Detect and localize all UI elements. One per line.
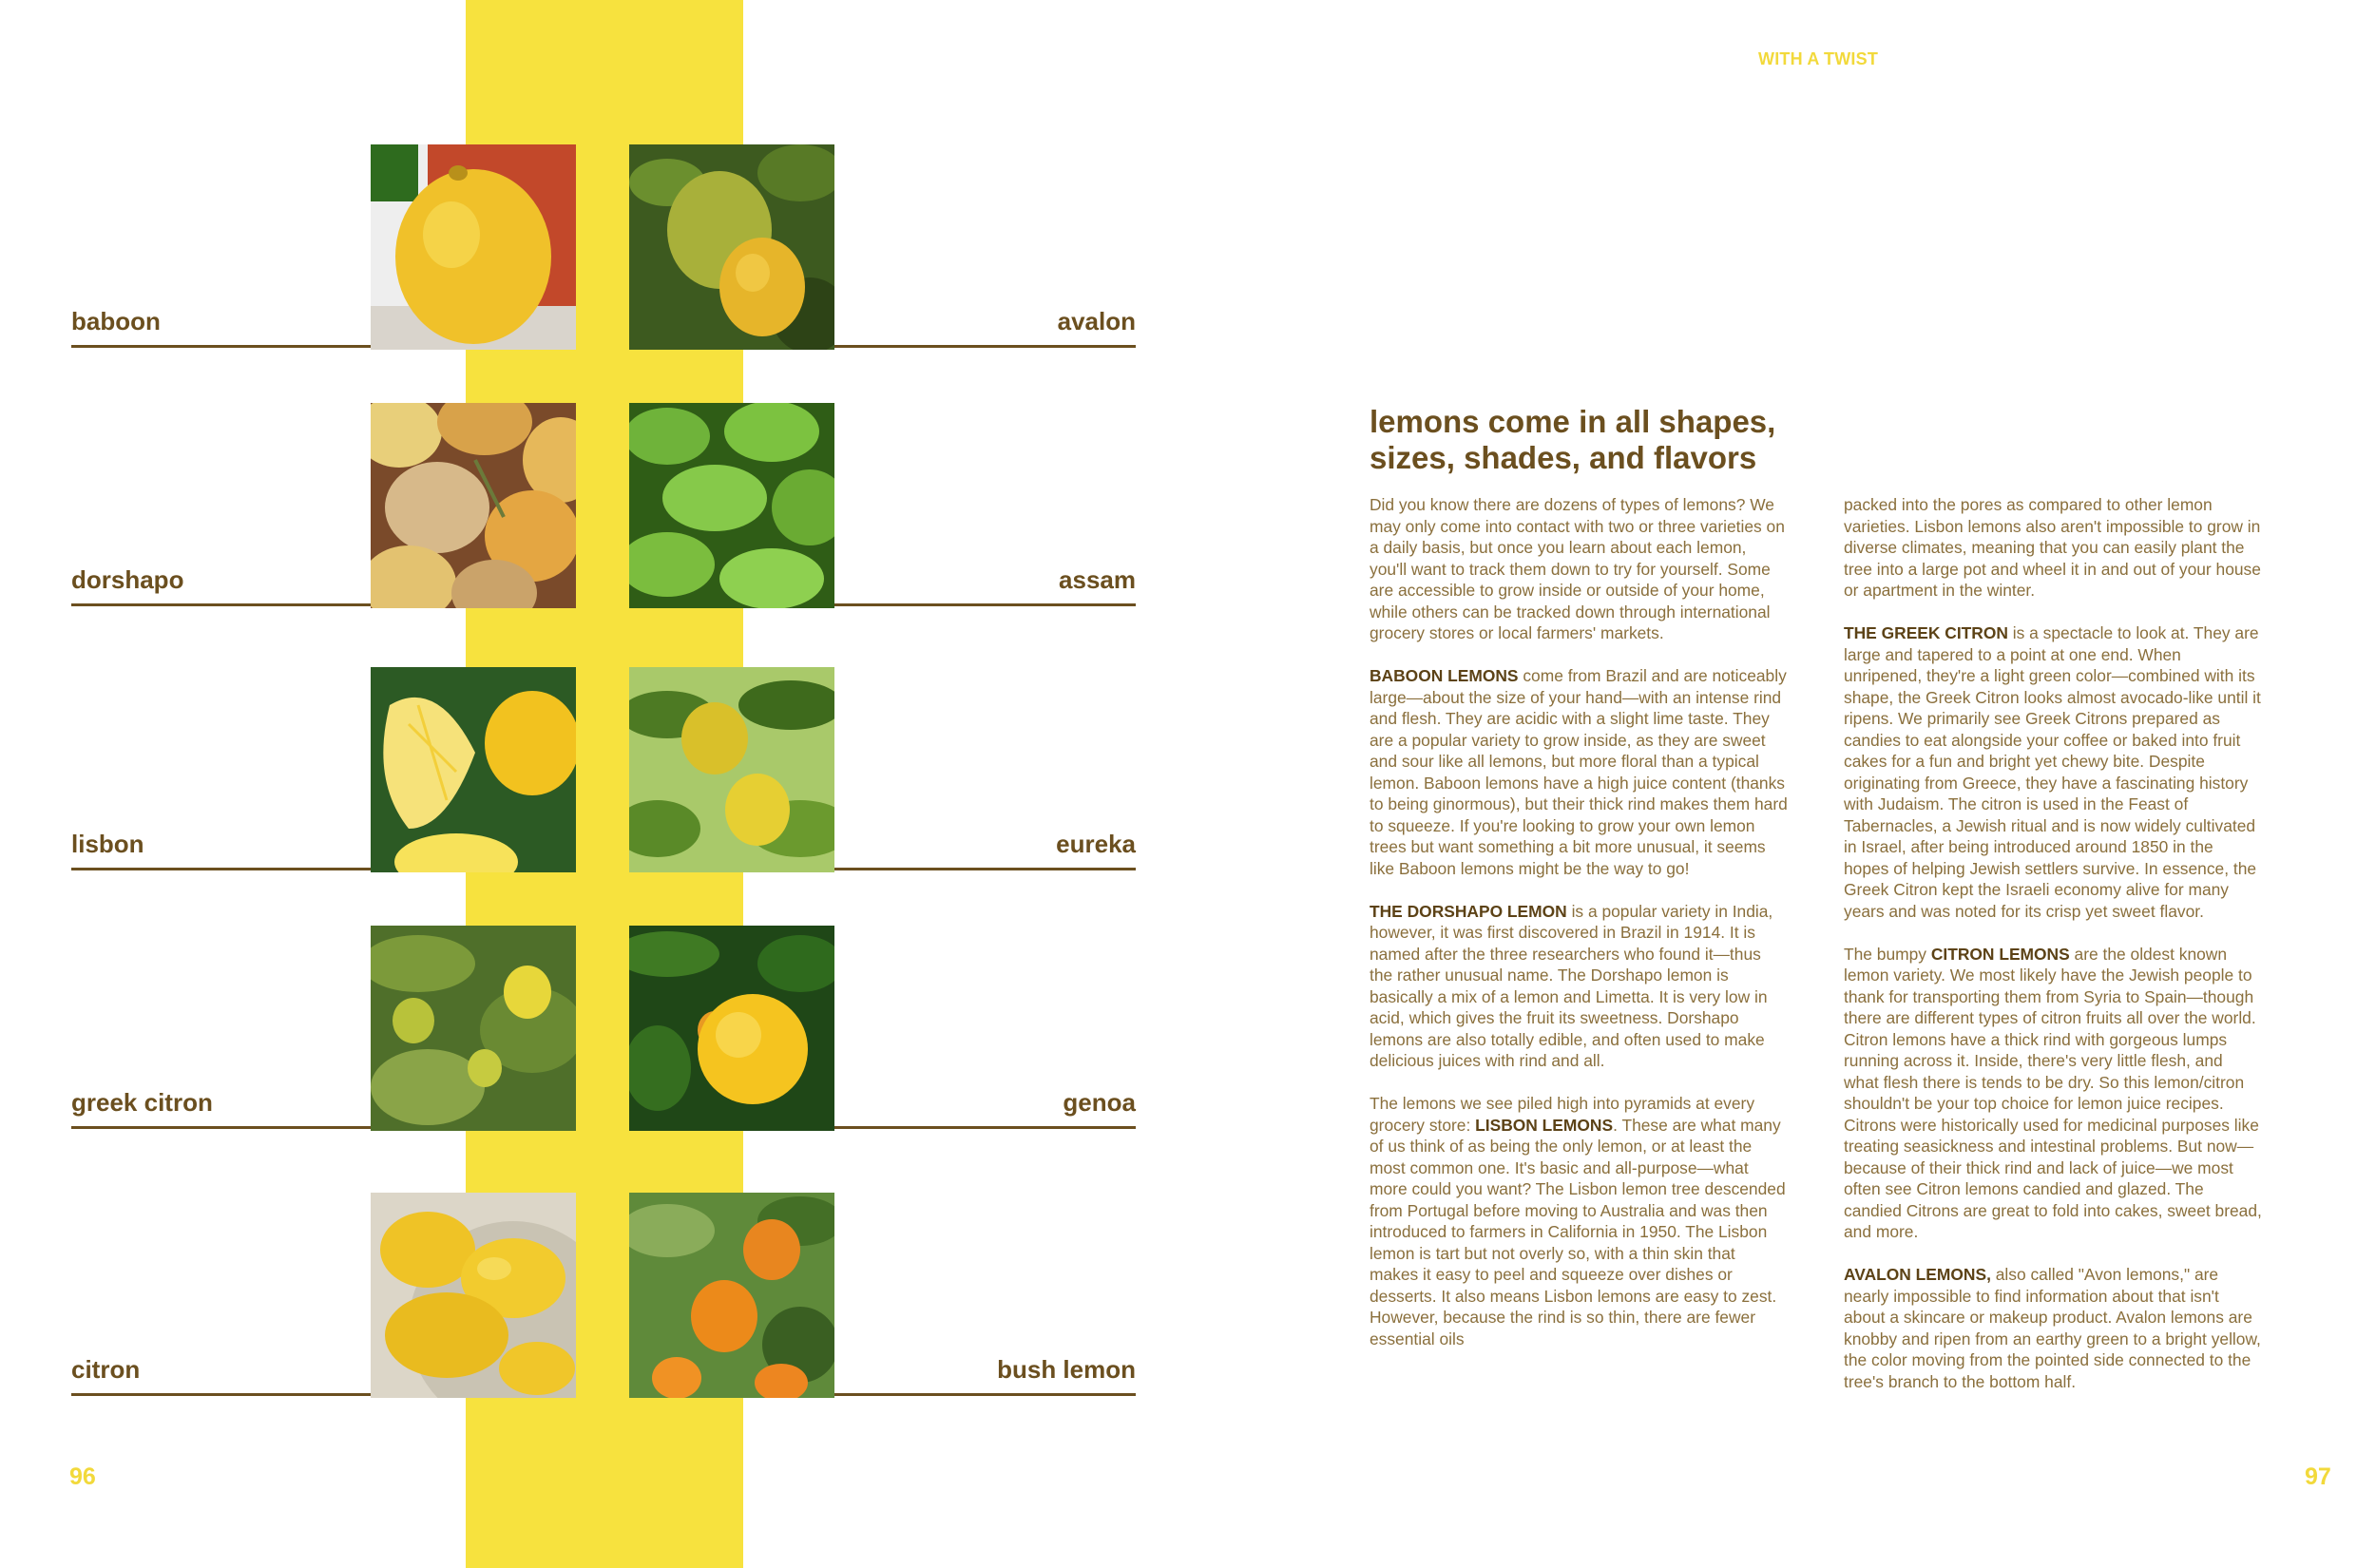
page-number-right: 97 bbox=[2305, 1463, 2331, 1490]
bush-lemon-photo bbox=[629, 1193, 834, 1398]
variety-label-eureka: eureka bbox=[1056, 830, 1136, 858]
citron-lead: CITRON LEMONS bbox=[1930, 944, 2070, 964]
label-rule bbox=[834, 1126, 1136, 1129]
lisbon-continued: packed into the pores as compared to other lemon varieties. Lisbon lemons also aren't impossible to grow in diverse climates, meaning that you can easily plant the tree into a large pot and wheel it in and out of your house or apartment in the winter. bbox=[1844, 495, 2261, 600]
baboon-paragraph bbox=[1370, 665, 1788, 879]
lisbon-lead: LISBON LEMONS bbox=[1475, 1115, 1614, 1135]
baboon-lemon-photo bbox=[371, 144, 576, 350]
greek-lead: THE GREEK CITRON bbox=[1844, 623, 2008, 642]
avalon-lemon-photo bbox=[629, 144, 834, 350]
variety-label-avalon: avalon bbox=[1057, 307, 1136, 335]
variety-label-citron: citron bbox=[71, 1355, 141, 1384]
label-rule bbox=[834, 603, 1136, 606]
greek-body: is a spectacle to look at. They are large and tapered to a point at one end. When unripened, they're a light green color—combined with its shape, the Greek Citron looks almost avocado-like until it ripens. We primarily see Greek Citrons prepared as candies to eat alongside your coffee or baked into fruit cakes for a fun and bright yet chewy bite. Despite originating from Greece, they have a fascinating history with Judaism. The citron is used in the Feast of Tabernacles, a Jewish ritual and is now widely cultivated in Israel, after being introduced around 1850 in the hopes of helping Jewish settlers survive. In essence, the Greek Citron kept the Israeli economy alive for many years and was noted for its crisp yet sweet flavor. bbox=[1844, 623, 2261, 921]
citron-paragraph bbox=[1844, 944, 2262, 1243]
variety-label-greek-citron: greek citron bbox=[71, 1088, 213, 1117]
dorshapo-body: is a popular variety in India, however, it was first discovered in Brazil in 1914. It is named after the three researchers who found it—thus the rather unusual name. The Dorshapo lemon is basically a mix of a lemon and Limetta. It is very low in acid, which gives the fruit its sweetness. Dorshapo lemons are also totally edible, and often used to make delicious juices with rind and all. bbox=[1370, 901, 1773, 1070]
eureka-lemon-photo bbox=[629, 667, 834, 872]
label-rule bbox=[834, 868, 1136, 870]
variety-label-dorshapo: dorshapo bbox=[71, 565, 184, 594]
baboon-lead: BABOON LEMONS bbox=[1370, 666, 1519, 685]
lisbon-body: . These are what many of us think of as being the only lemon, or at least the most common one. It's basic and all-purpose—what more could you want? The Lisbon lemon tree descended from Portugal before moving to Australia and was then introduced to farmers in California in 1950. The Lisbon lemon is tart but not overly so, with a thin skin that makes it easy to peel and squeeze over dishes or desserts. It also means Lisbon lemons are easy to zest. However, because the rind is so thin, there are fewer essential oils bbox=[1370, 1115, 1786, 1348]
label-rule bbox=[71, 345, 371, 348]
label-rule bbox=[71, 868, 371, 870]
variety-label-bush-lemon: bush lemon bbox=[997, 1355, 1136, 1384]
label-rule bbox=[834, 1393, 1136, 1396]
baboon-body: come from Brazil and are noticeably large—about the size of your hand—with an intense rind and flesh. They are acidic with a slight lime taste. They are a popular variety to grow inside, as they are sweet and sour like all lemons, but more floral than a typical lemon. Baboon lemons have a high juice content (thanks to being ginormous), but their thick rind makes them hard to squeeze. If you're looking to grow your own lemon trees but want something a bit more unusual, it seems like Baboon lemons might be the way to go! bbox=[1370, 666, 1788, 878]
variety-label-assam: assam bbox=[1059, 565, 1136, 594]
variety-label-genoa: genoa bbox=[1063, 1088, 1136, 1117]
lisbon-lemon-photo bbox=[371, 667, 576, 872]
variety-label-lisbon: lisbon bbox=[71, 830, 144, 858]
greek-citron-photo bbox=[371, 926, 576, 1131]
dorshapo-lemon-photo bbox=[371, 403, 576, 608]
article-column-right bbox=[1844, 494, 2262, 1414]
citron-body: are the oldest known lemon variety. We most likely have the Jewish people to thank for transporting them from Syria to Spain—though there are different types of citron fruits all over the world. Citron lemons have a thick rind with gorgeous lumps running across it. Inside, there's very little flesh, and what flesh there is tends to be dry. So this lemon/citron shouldn't be your top choice for lemon juice recipes. Citrons were historically used for medicinal purposes like treating seasickness and intestinal problems. But now—because of their thick rind and lack of juice—we most often see Citron lemons candied and glazed. The candied Citrons are great to fold into cakes, sweet bread, and more. bbox=[1844, 944, 2262, 1241]
label-rule bbox=[71, 1126, 371, 1129]
avalon-paragraph bbox=[1844, 1264, 2262, 1392]
assam-lemon-photo bbox=[629, 403, 834, 608]
label-rule bbox=[71, 1393, 371, 1396]
citron-pre: The bumpy bbox=[1844, 944, 1931, 964]
dorshapo-paragraph bbox=[1370, 901, 1788, 1072]
lisbon-pre: The lemons we see piled high into pyramids at every grocery store: bbox=[1370, 1094, 1755, 1135]
greek-citron-paragraph bbox=[1844, 622, 2262, 922]
running-header: WITH A TWIST bbox=[1758, 49, 1879, 68]
lisbon-paragraph bbox=[1370, 1093, 1788, 1349]
page-number-left: 96 bbox=[69, 1463, 96, 1490]
variety-label-baboon: baboon bbox=[71, 307, 161, 335]
article-column-left bbox=[1370, 494, 1788, 1371]
article-headline: lemons come in all shapes, sizes, shades, and flavors bbox=[1370, 404, 1776, 475]
dorshapo-lead: THE DORSHAPO LEMON bbox=[1370, 901, 1567, 921]
article-intro: Did you know there are dozens of types of lemons? We may only come into contact with two or three varieties on a daily basis, but once you learn about each lemon, you'll want to track them down to try for yourself. Some are accessible to grow inside or outside of your home, while others can be tracked down through international grocery stores or local farmers' markets. bbox=[1370, 495, 1785, 642]
label-rule bbox=[71, 603, 371, 606]
label-rule bbox=[834, 345, 1136, 348]
genoa-lemon-photo bbox=[629, 926, 834, 1131]
avalon-body: also called "Avon lemons," are nearly impossible to find information about that isn't about a skincare or makeup product. Avalon lemons are knobby and ripen from an earthy green to a bright yellow, the color moving from the pointed side connected to the tree's branch to the bottom half. bbox=[1844, 1265, 2261, 1391]
citron-lemon-photo bbox=[371, 1193, 576, 1398]
avalon-lead: AVALON LEMONS, bbox=[1844, 1265, 1991, 1284]
